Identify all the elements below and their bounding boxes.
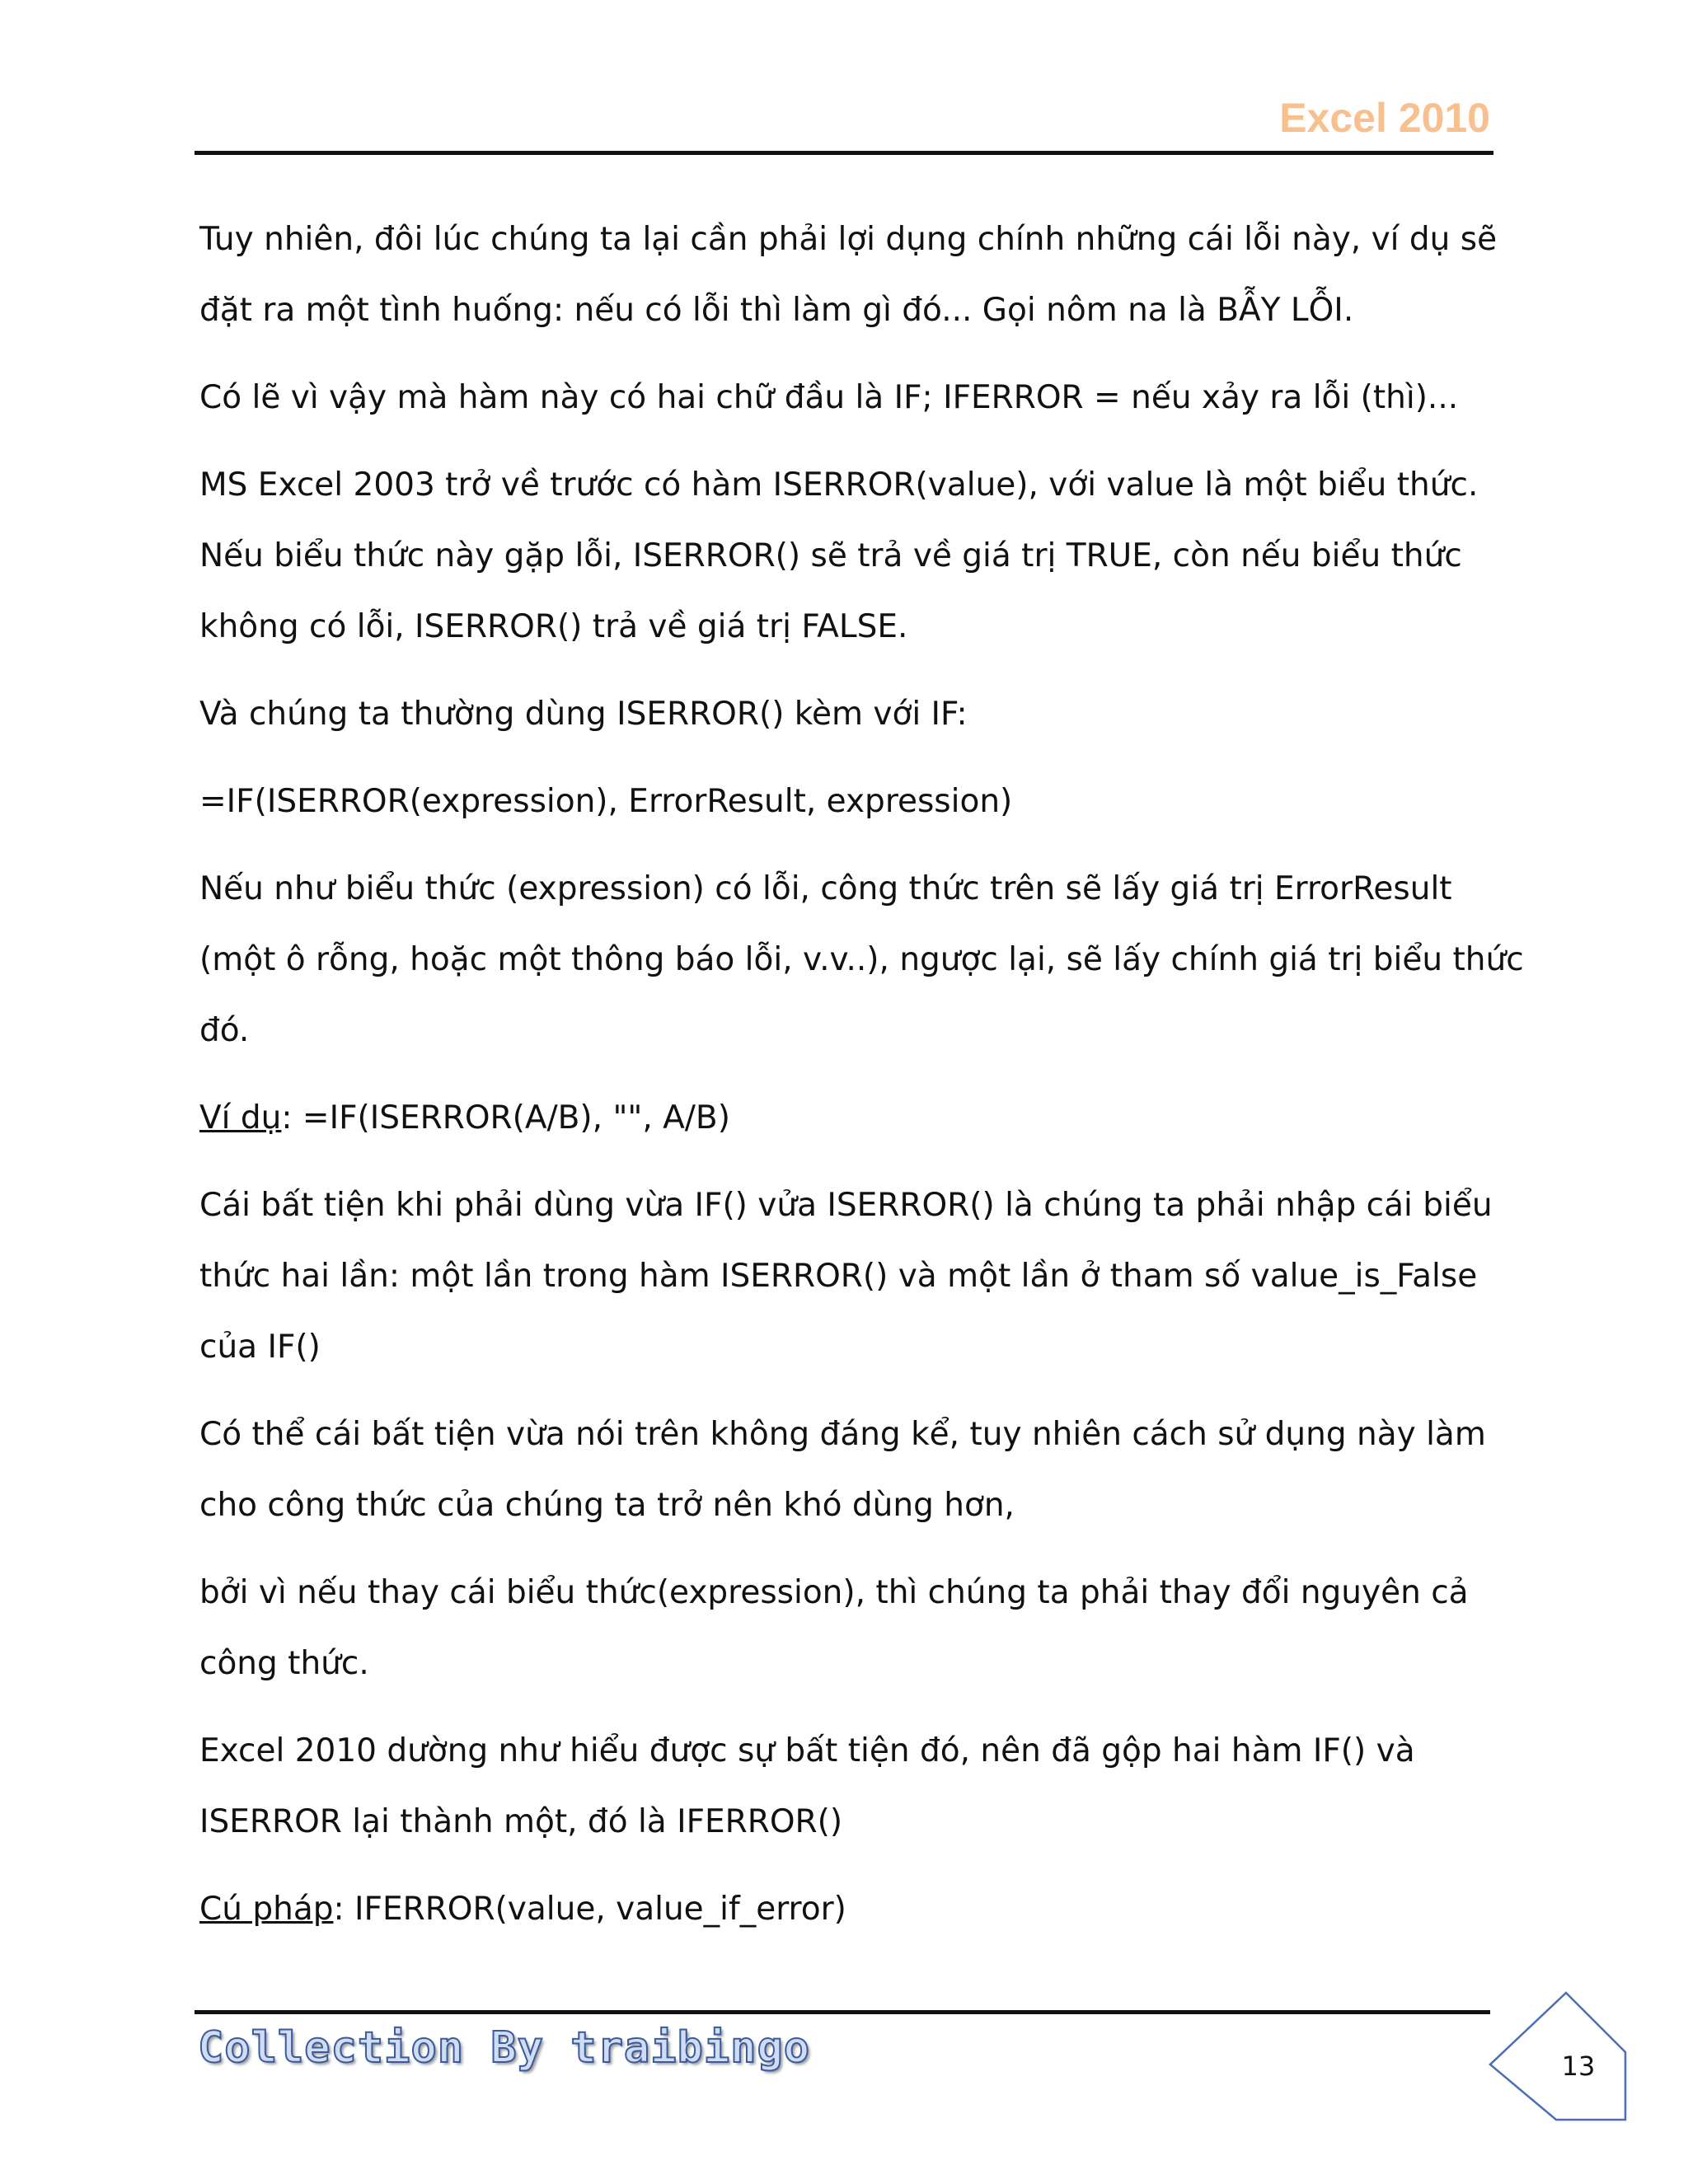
syntax-label: Cú pháp (199, 1891, 334, 1928)
paragraph-10 (199, 1558, 1493, 1699)
text-line: Excel 2010 dường như hiểu được sự bất tiện đó, nên đã gộp hai hàm IF() và (199, 1732, 1415, 1769)
paragraph-1 (199, 204, 1498, 346)
text-line: của IF() (199, 1329, 321, 1366)
text-line: bởi vì nếu thay cái biểu thức(expression), thì chúng ta phải thay đổi nguyên cả (199, 1574, 1469, 1611)
example-label: Ví dụ (199, 1099, 282, 1137)
text-line: ISERROR lại thành một, đó là IFERROR() (199, 1803, 843, 1840)
paragraph-12-syntax (199, 1874, 1493, 1945)
text-line: Có thể cái bất tiện vừa nói trên không đáng kể, tuy nhiên cách sử dụng này làm (199, 1416, 1486, 1453)
text-line: Nếu biểu thức này gặp lỗi, ISERROR() sẽ trả về giá trị TRUE, còn nếu biểu thức (199, 537, 1462, 574)
body-text (199, 204, 1524, 1961)
header-rule (195, 151, 1493, 155)
text-line: thức hai lần: một lần trong hàm ISERROR() và một lần ở tham số value_is_False (199, 1258, 1478, 1295)
text-line: đặt ra một tình huống: nếu có lỗi thì làm gì đó... Gọi nôm na là BẪY LỖI. (199, 292, 1354, 329)
paragraph-8 (199, 1170, 1493, 1383)
footer-brand: Collection By traibingo (198, 2023, 811, 2073)
footer-rule (195, 2010, 1490, 2014)
text-line: đó. (199, 1012, 250, 1049)
header-title: Excel 2010 (1279, 95, 1490, 141)
example-line (199, 1083, 1493, 1154)
paragraph-6 (199, 854, 1524, 1066)
text-line: Tuy nhiên, đôi lúc chúng ta lại cần phải lợi dụng chính những cái lỗi này, ví dụ sẽ (199, 221, 1498, 258)
paragraph-5-formula (199, 766, 1493, 837)
paragraph-3 (199, 450, 1493, 663)
text-line: cho công thức của chúng ta trở nên khó dùng hơn, (199, 1487, 1015, 1524)
paragraph-11 (199, 1716, 1493, 1858)
text-line: MS Excel 2003 trở về trước có hàm ISERROR(value), với value là một biểu thức. (199, 466, 1479, 504)
text-line: không có lỗi, ISERROR() trả về giá trị FALSE. (199, 608, 908, 645)
paragraph-2 (199, 363, 1493, 434)
text-line: Và chúng ta thường dùng ISERROR() kèm với IF: (199, 696, 968, 733)
example-formula: : =IF(ISERROR(A/B), "", A/B) (281, 1099, 730, 1137)
paragraph-9 (199, 1399, 1493, 1541)
text-line: (một ô rỗng, hoặc một thông báo lỗi, v.v..), ngược lại, sẽ lấy chính giá trị biểu thức (199, 941, 1524, 978)
formula-line: =IF(ISERROR(expression), ErrorResult, expression) (199, 783, 1013, 820)
page-number: 13 (1561, 2050, 1596, 2082)
text-line: công thức. (199, 1645, 369, 1682)
paragraph-4 (199, 679, 1493, 750)
syntax-line (199, 1874, 1493, 1945)
text-line: Nếu như biểu thức (expression) có lỗi, công thức trên sẽ lấy giá trị ErrorResult (199, 870, 1452, 907)
text-line: Có lẽ vì vậy mà hàm này có hai chữ đầu là IF; IFERROR = nếu xảy ra lỗi (thì)... (199, 379, 1459, 416)
syntax-formula: : IFERROR(value, value_if_error) (333, 1891, 846, 1928)
text-line: Cái bất tiện khi phải dùng vừa IF() vửa ISERROR() là chúng ta phải nhập cái biểu (199, 1187, 1493, 1224)
paragraph-7-example (199, 1083, 1493, 1154)
